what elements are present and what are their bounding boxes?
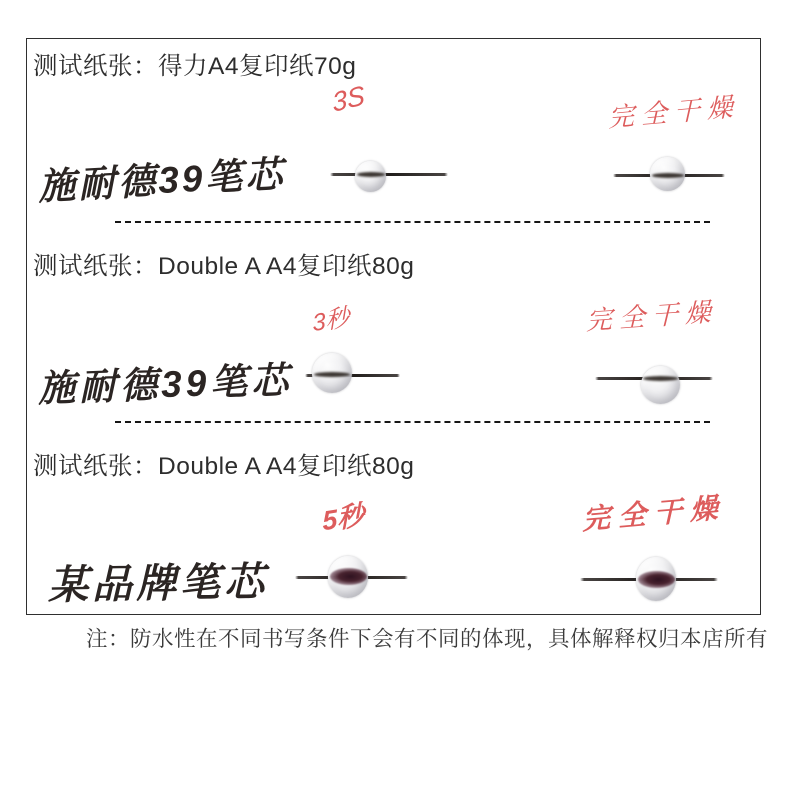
section-3-dry-time-annotation: 5秒 <box>321 499 365 537</box>
disclaimer-note: 注：防水性在不同书写条件下会有不同的体现，具体解释权归本店所有 <box>85 627 768 651</box>
pen-stroke-line <box>330 173 448 176</box>
section-2-paper-header: 测试纸张：Double A A4复印纸80g <box>33 253 415 280</box>
section-3-paper-header: 测试纸张：Double A A4复印纸80g <box>33 453 415 480</box>
section-1-dry-status-annotation: 完全干燥 <box>608 91 741 133</box>
ink-bleed-blot <box>638 571 675 588</box>
ink-bleed-blot <box>330 568 367 585</box>
ink-line-through-drop <box>643 376 678 381</box>
ink-line-through-drop <box>652 173 684 178</box>
section-2-dry-status-annotation: 完全干燥 <box>586 296 718 336</box>
section-1-paper-header: 测试纸张：得力A4复印纸70g <box>33 53 357 80</box>
section-3-pen-label: 某品牌笔芯 <box>47 560 269 608</box>
section-1-dry-time-annotation: 3S <box>330 79 367 119</box>
section-2-pen-label: 施耐德39笔芯 <box>37 359 293 410</box>
section-divider <box>115 221 710 223</box>
ink-line-through-drop <box>314 372 350 377</box>
section-3-dry-status-annotation: 完全干燥 <box>582 491 727 536</box>
section-divider <box>115 421 710 423</box>
section-1-pen-label: 施耐德39笔芯 <box>37 153 287 208</box>
water-drop <box>641 366 680 404</box>
section-2-dry-time-annotation: 3秒 <box>311 303 351 338</box>
ink-line-through-drop <box>357 172 385 177</box>
